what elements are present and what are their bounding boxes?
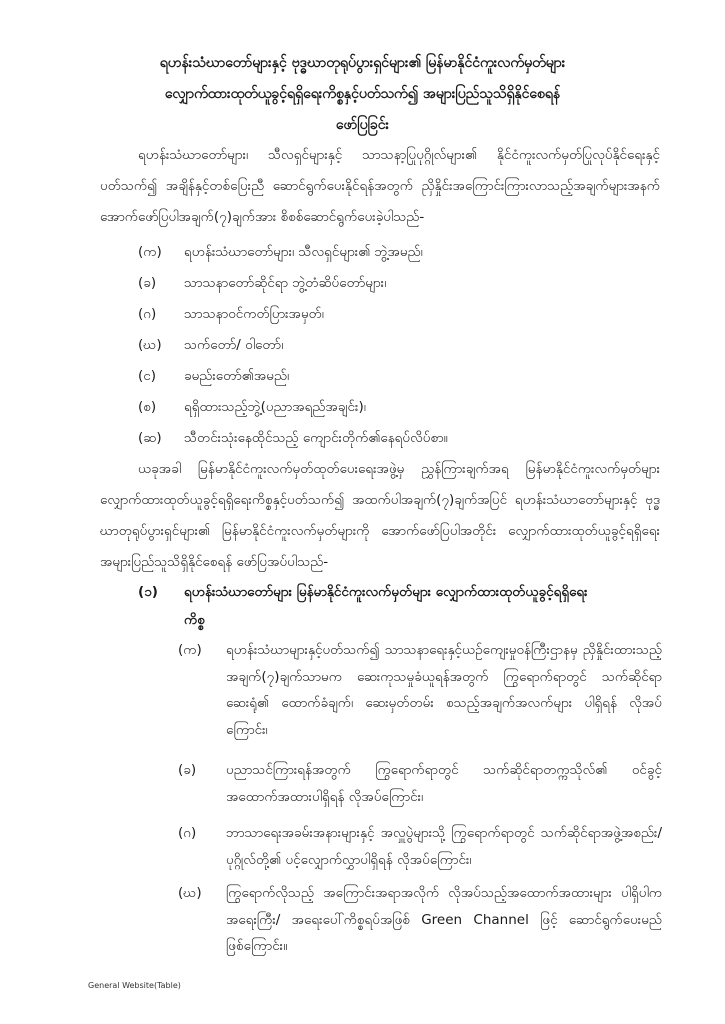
subitem-text: ဘာသာရေးအခမ်းအနားများနှင့် အလှူပွဲများသို့ ကြွရောက်ရာတွင် သက်ဆိုင်ရာအဖွဲ့အစည်း/ ပုဂ္ဂိုလ်တို့၏ ပင့်လျှောက်လွှာပါရှိရန် လိုအပ်ကြောင်း၊ [226, 825, 662, 868]
list-item-text: သာသနာတော်ဆိုင်ရာ ဘွဲ့တံဆိပ်တော်များ၊ [184, 275, 387, 291]
section-title [184, 578, 662, 634]
list-item-text: ခမည်းတော်၏အမည်၊ [184, 368, 290, 384]
subitem-label: (ဃ) [178, 885, 202, 901]
list-item-label: (ဂ) [138, 306, 157, 322]
second-paragraph: ယခုအခါ မြန်မာနိုင်ငံကူးလက်မှတ်ထုတ်ပေးရေးအဖွဲ့မှ ညွှန်ကြားချက်အရ မြန်မာနိုင်ငံကူးလက်မှတ်များ လျှောက်ထားထုတ်ယူခွင့်ရရှိရေးကိစ္စနှင့်ပတ်သက်၍ အထက်ပါအချက်(၇)ချက်အပြင် ရဟန်းသံဃာတော်များနှင့် ဗုဒ္ဓဃာတုရုပ်ပွားရှင်များ၏ မြန်မာနိုင်ငံကူးလက်မှတ်များကို အောက်ဖော်ပြပါအတိုင်း လျှောက်ထားထုတ်ယူခွင့်ရရှိရေး အများပြည်သူသိရှိနိုင်စေရန် ဖော်ပြအပ်ပါသည်- [100, 461, 660, 570]
title-line-2: လျှောက်ထားထုတ်ယူခွင့်ရရှိရေးကိစ္စနှင့်ပတ်သက်၍ အများပြည်သူသိရှိနိုင်စေရန် [164, 86, 561, 102]
subitem-text: ပညာသင်ကြားရန်အတွက် ကြွရောက်ရာတွင် သက်ဆိုင်ရာတက္ကသိုလ်၏ ဝင်ခွင့်အထောက်အထားပါရှိရန် လိုအပ်ကြောင်း၊ [226, 762, 662, 805]
title-line-3: ဖော်ပြခြင်း [335, 117, 390, 133]
list-item-label: (ဃ) [138, 337, 162, 353]
list-item-label: (င) [138, 368, 157, 384]
section-title-line-1: ရဟန်းသံဃာတော်များ မြန်မာနိုင်ငံကူးလက်မှတ်များ လျှောက်ထားထုတ်ယူခွင့်ရရှိရေး [184, 584, 588, 600]
subitem-text: ကြွရောက်လိုသည့် အကြောင်းအရာအလိုက် လိုအပ်သည့်အထောက်အထားများ ပါရှိပါက အရေးကြီး/ အရေးပေါ်ကိစ္စရပ်အဖြစ် Green Channel ဖြင့် ဆောင်ရွက်ပေးမည်ဖြစ်ကြောင်း။ [226, 885, 662, 954]
list-item-label: (က) [138, 244, 162, 260]
list-item-text: သက်တော်/ ဝါတော်၊ [184, 337, 284, 353]
list-item-label: (ခ) [138, 275, 157, 291]
title-line-1: ရဟန်းသံဃာတော်များနှင့် ဗုဒ္ဓဃာတုရုပ်ပွားရှင်များ၏ မြန်မာနိုင်ငံကူးလက်မှတ်များ [159, 55, 566, 71]
list-item-label: (စ) [138, 399, 157, 415]
list-item-text: သီတင်းသုံးနေထိုင်သည့် ကျောင်းတိုက်၏နေရပ်လိပ်စာ။ [184, 430, 448, 446]
list-item-label: (ဆ) [138, 430, 162, 446]
list-item-text: ရဟန်းသံဃာတော်များ၊ သီလရှင်များ၏ ဘွဲ့အမည်၊ [184, 244, 423, 260]
subitem-text: ရဟန်းသံဃာများနှင့်ပတ်သက်၍ သာသနာရေးနှင့်ယဉ်ကျေးမှုဝန်ကြီးဌာနမှ ညှိနှိုင်းထားသည့် အချက်(၇)ချက်သာမက ဆေးကုသမှုခံယူရန်အတွက် ကြွရောက်ရာတွင် သက်ဆိုင်ရာဆေးရုံ၏ ထောက်ခံချက်၊ ဆေးမှတ်တမ်း စသည့်အချက်အလက်များ ပါရှိရန် လိုအပ်ကြောင်း၊ [226, 642, 662, 738]
list-item-text: သာသနာဝင်ကတ်ပြားအမှတ်၊ [184, 306, 324, 322]
subitem-label: (က) [178, 642, 202, 658]
document-title [110, 48, 615, 141]
list-item-text: ရရှိထားသည့်ဘွဲ့(ပညာအရည်အချင်း)၊ [184, 399, 366, 415]
subitem-label: (ဂ) [178, 825, 197, 841]
subitem-label: (ခ) [178, 762, 197, 778]
footer-note: General Website(Table) [88, 981, 181, 990]
section-label: (၁) [138, 584, 158, 600]
intro-paragraph: ရဟန်းသံဃာတော်များ၊ သီလရှင်များနှင့် သာသနာ့ပြုပုဂ္ဂိုလ်များ၏ နိုင်ငံကူးလက်မှတ်ပြုလုပ်နိုင်ရေးနှင့်ပတ်သက်၍ အချိန်နှင့်တစ်ပြေးညီ ဆောင်ရွက်ပေးနိုင်ရန်အတွက် ညှိနှိုင်းအကြောင်းကြားလာသည့်အချက်များအနက် အောက်ဖော်ပြပါအချက်(၇)ချက်အား စိစစ်ဆောင်ရွက်ပေးခဲ့ပါသည်- [100, 147, 660, 225]
section-title-line-2: ကိစ္စ [184, 612, 205, 628]
